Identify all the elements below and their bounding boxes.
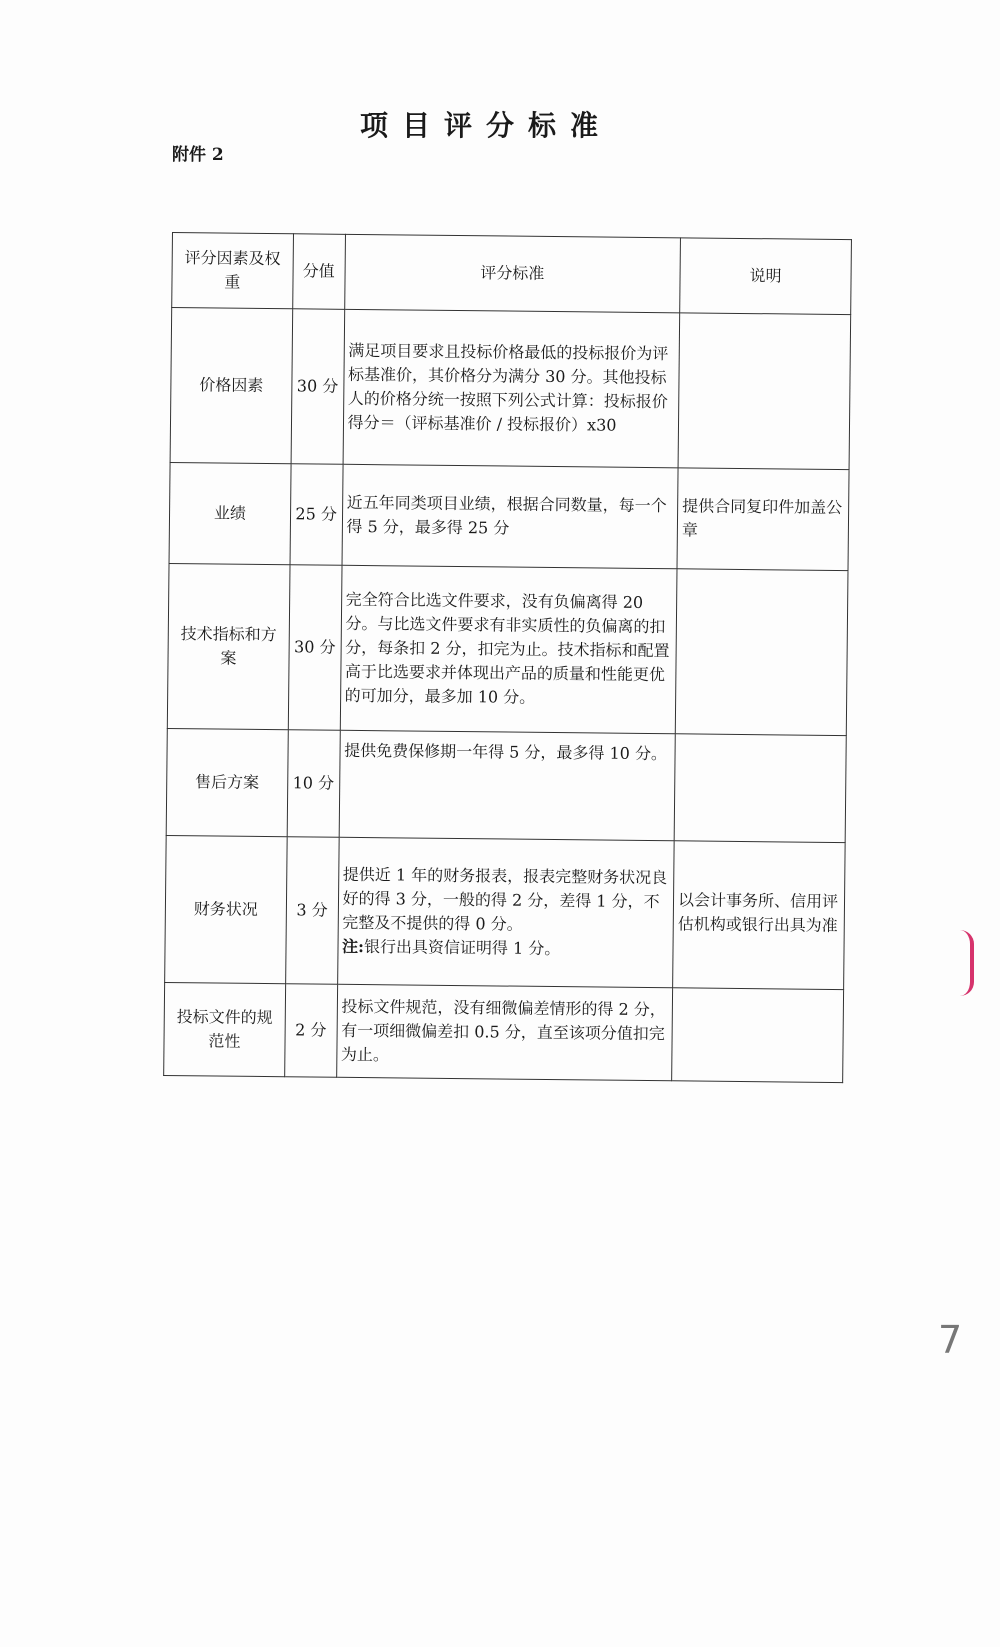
row-factor: 业绩 [169, 462, 291, 564]
row-factor: 财务状况 [165, 835, 287, 983]
row-score: 25 分 [290, 464, 343, 566]
table-row [165, 835, 846, 989]
row-factor: 价格因素 [170, 308, 292, 464]
row-note [675, 569, 848, 736]
table-row [166, 728, 846, 842]
criteria-text: 提供近 1 年的财务报表，报表完整财务状况良好的得 3 分，一般的得 2 分，差得 1 分，不完整及不提供的得 0 分。 [342, 864, 668, 934]
row-score: 30 分 [288, 565, 342, 731]
table-row [167, 563, 848, 735]
table-header-row [172, 233, 852, 315]
row-factor: 技术指标和方案 [167, 563, 289, 729]
header-note: 说明 [680, 238, 852, 315]
row-score: 2 分 [284, 984, 337, 1078]
row-factor: 投标文件的规范性 [164, 982, 286, 1076]
table-row [170, 308, 851, 470]
document-title: 项目评分标准 [360, 109, 613, 142]
row-factor: 售后方案 [166, 728, 288, 836]
row-score: 30 分 [291, 309, 344, 465]
row-criteria: 投标文件规范，没有细微偏差情形的得 2 分，有一项细微偏差扣 0.5 分，直至该项分值扣完为止。 [336, 984, 672, 1081]
row-criteria: 满足项目要求且投标价格最低的投标报价为评标基准价，其价格分为满分 30 分。其他投标人的价格分统一按照下列公式计算：投标报价得分＝（评标基准价 / 投标报价）x30 [343, 309, 680, 468]
row-note [678, 313, 851, 470]
row-note [672, 988, 844, 1083]
header-criteria: 评分标准 [344, 234, 680, 313]
criteria-note-text: 银行出具资信证明得 1 分。 [363, 937, 561, 959]
row-criteria: 完全符合比选文件要求，没有负偏离得 20 分。与比选文件要求有非实质性的负偏离的扣分，每条扣 2 分，扣完为止。技术指标和配置高于比选要求并体现出产品的质量和性能更优的可加分，最多加 10 分。 [340, 565, 677, 734]
scoring-table [163, 232, 852, 1083]
red-pen-mark [960, 930, 974, 996]
row-note: 以会计事务所、信用评估机构或银行出具为准 [673, 841, 846, 990]
row-note [674, 734, 846, 843]
header-factor: 评分因素及权重 [172, 233, 294, 309]
row-score: 10 分 [287, 730, 340, 838]
header-score: 分值 [292, 234, 345, 310]
row-score: 3 分 [285, 837, 338, 985]
row-criteria: 提供免费保修期一年得 5 分，最多得 10 分。 [339, 730, 676, 841]
page-number: 7 [938, 1318, 963, 1362]
table-row [169, 462, 849, 570]
row-note: 提供合同复印件加盖公章 [677, 468, 849, 571]
table-row [164, 982, 844, 1082]
attachment-label: 附件 2 [172, 145, 224, 165]
criteria-note-prefix: 注: [341, 936, 365, 957]
row-criteria: 近五年同类项目业绩，根据合同数量，每一个得 5 分，最多得 25 分 [342, 464, 678, 569]
row-criteria [337, 837, 674, 988]
